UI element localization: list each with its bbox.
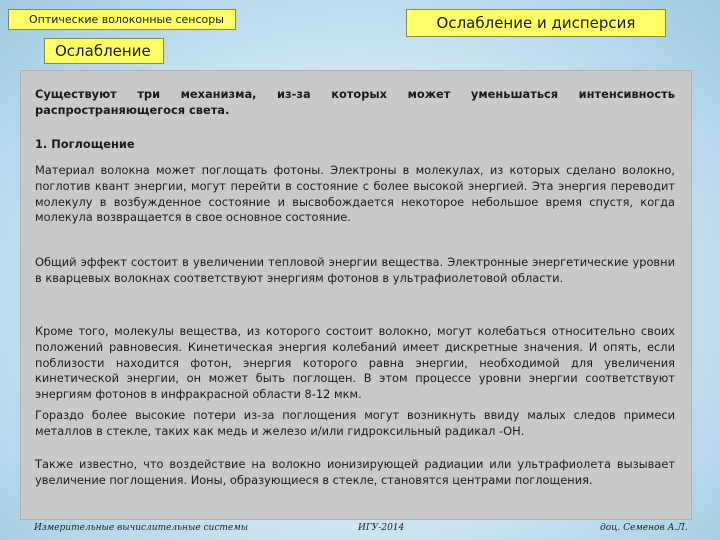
body-paragraph: Общий эффект состоит в увеличении тепловой энергии вещества. Электронные энергетические уровни в кварцевых волокнах соответствуют энергиям фотонов в ультрафиолетовой области.: [35, 255, 675, 285]
body-paragraph: Также известно, что воздействие на волокно ионизирующей радиации или ультрафиолета вызывает увеличение поглощения. Ионы, образующиеся в стекле, становятся центрами поглощения.: [35, 457, 675, 487]
intro-word: механизма,: [180, 87, 257, 101]
footer-course-name: Измерительные вычислительные системы: [34, 523, 249, 533]
body-paragraph: Гораздо более высокие потери из-за поглощения могут возникнуть ввиду малых следов примеси металлов в стекле, таких как медь и железо и/или гидроксильный радикал -ОН.: [35, 408, 675, 438]
body-paragraph: Материал волокна может поглощать фотоны. Электроны в молекулах, из которых сделано волокно, поглотив квант энергии, могут перейти в состояние с более высокой энергией. Эта энергия переводит молекулу в возбужденное состояние и высвобождается некоторое небольшое время спустя, когда молекула возвращается в свое основное состояние.: [35, 163, 675, 225]
intro-word: три: [137, 87, 161, 101]
intro-word: которых: [331, 87, 388, 101]
intro-word: может: [407, 87, 451, 101]
body-paragraph: Кроме того, молекулы вещества, из которого состоит волокно, могут колебаться относительно своих положений равновесия. Кинетическая энергия колебаний имеет дискретные значения. И опять, если поблизости находится фотон, энергия которого равна энергии, необходимой для увеличения кинетической энергии, он может быть поглощен. В этом процессе уровни энергии соответствуют энергиям фотонов в инфракрасной области 8-12 мкм.: [35, 324, 675, 402]
section-title: Ослабление: [44, 38, 164, 64]
intro-paragraph: [35, 87, 675, 119]
subsection-heading: 1. Поглощение: [35, 137, 135, 151]
footer-institution: ИГУ-2014: [358, 523, 405, 533]
intro-line-1: [35, 87, 675, 103]
header-subject-label: Оптические волоконные сенсоры: [8, 9, 236, 30]
footer-author: доц. Семенов А.Л.: [600, 523, 688, 533]
intro-word: Существуют: [35, 87, 117, 101]
intro-line-2: распространяющегося света.: [35, 102, 230, 117]
intro-word: из-за: [277, 87, 311, 101]
header-topic-title: Ослабление и дисперсия: [406, 9, 666, 37]
intro-word: интенсивность: [578, 87, 675, 101]
intro-word: уменьшаться: [470, 87, 559, 101]
